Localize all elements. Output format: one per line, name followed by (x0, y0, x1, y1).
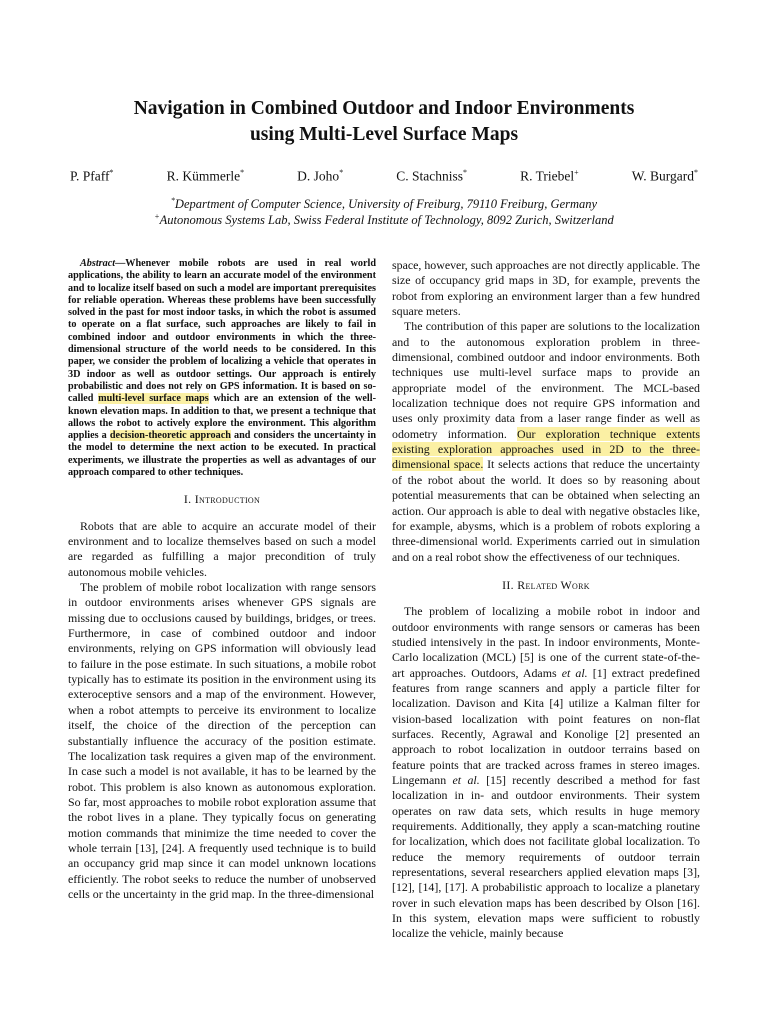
paragraph: Robots that are able to acquire an accurate model of their environment and to localize themselves based on such a model are regarded as fulfilling a major precondition of truly autonomous mobile vehicles. (68, 518, 376, 579)
affiliation-eth: +Autonomous Systems Lab, Swiss Federal Institute of Technology, 8092 Zurich, Switzerland (154, 212, 614, 228)
paragraph: The problem of localizing a mobile robot in indoor and outdoor environments with range sensors or cameras has been studied intensively in the past. In indoor environments, Monte-Carlo localization (MCL) [5] is one of the current state-of-the-art approaches. Outdoors, Adams et al. [1] extract predefined features from range scanners and apply a particle filter for localization. Davison and Kita [4] utilize a Kalman filter for vision-based localization with point features on non-flat surfaces. Recently, Agrawal and Konolige [2] presented an approach to robot localization in outdoor terrains based on feature points that are tracked across frames in stereo images. Lingemann et al. [15] recently described a method for fast localization in in- and outdoor environments. Their system operates on raw data sets, which results in huge memory requirements. Additionally, they apply a scan-matching routine for localization, which does not facilitate global localization. To reduce the memory requirements of outdoor terrain representations, several researchers applied elevation maps [3], [12], [14], [17]. A probabilistic approach to localize a planetary rover in such elevation maps has been described by Olson [16]. In this system, elevation maps were sufficient to robustly localize the vehicle, mainly because (392, 604, 700, 941)
right-column (392, 258, 700, 942)
author: W. Burgard* (631, 168, 698, 184)
author-list (70, 168, 698, 185)
author: R. Triebel+ (520, 168, 579, 184)
title-line-1: Navigation in Combined Outdoor and Indoor Environments (133, 98, 635, 119)
author: C. Stachniss* (396, 168, 468, 184)
paper-title (0, 96, 768, 148)
author: D. Joho* (297, 168, 344, 184)
section-heading-introduction: I. Introduction (183, 492, 261, 507)
author: R. Kümmerle* (166, 168, 245, 184)
highlight-multi-level-surface-maps: multi-level surface maps (98, 393, 209, 405)
highlight-decision-theoretic: decision-theoretic approach (109, 430, 231, 442)
paragraph: The problem of mobile robot localization with range sensors in outdoor environments arises whenever GPS signals are missing due to occlusions caused by buildings, bridges, or trees. Furthermore, in case of combined outdoor and indoor environments, relying on GPS information will obviously lead to failure in the pose estimate. In such situations, a mobile robot typically has to estimate its position in the environment using its exteroceptive sensors and a map of the environment. However, when a robot attempts to perceive its environment to localize itself, the choice of the direction of the perception can substantially influence the accuracy of the position estimate. The localization task requires a given map of the environment. In case such a model is not available, it has to be learned by the robot. This problem is also known as autonomous exploration. So far, most approaches to mobile robot exploration assume that the robot lives in a plane. They typically focus on generating motion commands that minimize the time needed to cover the whole terrain [13], [24]. A frequently used technique is to build an occupancy grid map since it can model unknown locations efficiently. The robot seeks to reduce the number of unobserved cells or the uncertainty in the grid map. In the three-dimensional (68, 580, 376, 901)
highlight-exploration-technique: Our exploration technique extents existing exploration approaches used in 2D to the three-dimensional space. (392, 426, 700, 472)
affiliation-freiburg: *Department of Computer Science, University of Freiburg, 79110 Freiburg, Germany (170, 196, 598, 212)
left-column (68, 258, 376, 902)
section-heading-related-work: II. Related Work (502, 577, 590, 592)
paragraph: space, however, such approaches are not directly applicable. The size of occupancy grid maps in 3D, for example, prevents the robot from exploring an environment larger than a few hundred square meters. (392, 258, 700, 319)
paragraph: The contribution of this paper are solutions to the localization and to the autonomous exploration problem in three-dimensional, combined outdoor and indoor environments. Both techniques use multi-level surface maps to provide an appropriate model of the environment. The MCL-based localization technique does not require GPS information and uses only proximity data from a laser range finder as well as odometry information. Our exploration technique extents existing exploration approaches used in 2D to the three-dimensional space. It selects actions that reduce the uncertainty of the robot about the world. It does so by reasoning about potential measurements that can be obtained when selecting an action. Our approach is able to deal with negative obstacles like, for example, abysms, which is a problem of robots exploring a three-dimensional world. Experiments carried out in simulation and on a real robot show the effectiveness of our techniques. (392, 319, 700, 564)
abstract: Abstract—Whenever mobile robots are used in real world applications, the ability to learn an accurate model of the environment and to localize itself based on such a model are important prerequisites for reliable operation. Whereas these problems have been successfully solved in the past for most indoor tasks, in which the robot is assumed to operate on a flat surface, such approaches are likely to fail in combined indoor and outdoor environments in which the three-dimensional structure of the world needs to be considered. In this paper, we consider the problem of localizing a vehicle that operates in 3D indoor as well as outdoor settings. Our approach is entirely probabilistic and does not rely on GPS information. It is based on so-called multi-level surface maps which are an extension of the well-known elevation maps. In addition to that, we present a technique that allows the robot to actively explore the environment. This algorithm applies a decision-theoretic approach and considers the uncertainty in the model to determine the next action to be executed. In practical experiments, we illustrate the properties as well as advantages of our approach compared to other techniques. (68, 258, 377, 479)
title-line-2: using Multi-Level Surface Maps (249, 124, 519, 145)
author: P. Pfaff* (70, 168, 114, 184)
